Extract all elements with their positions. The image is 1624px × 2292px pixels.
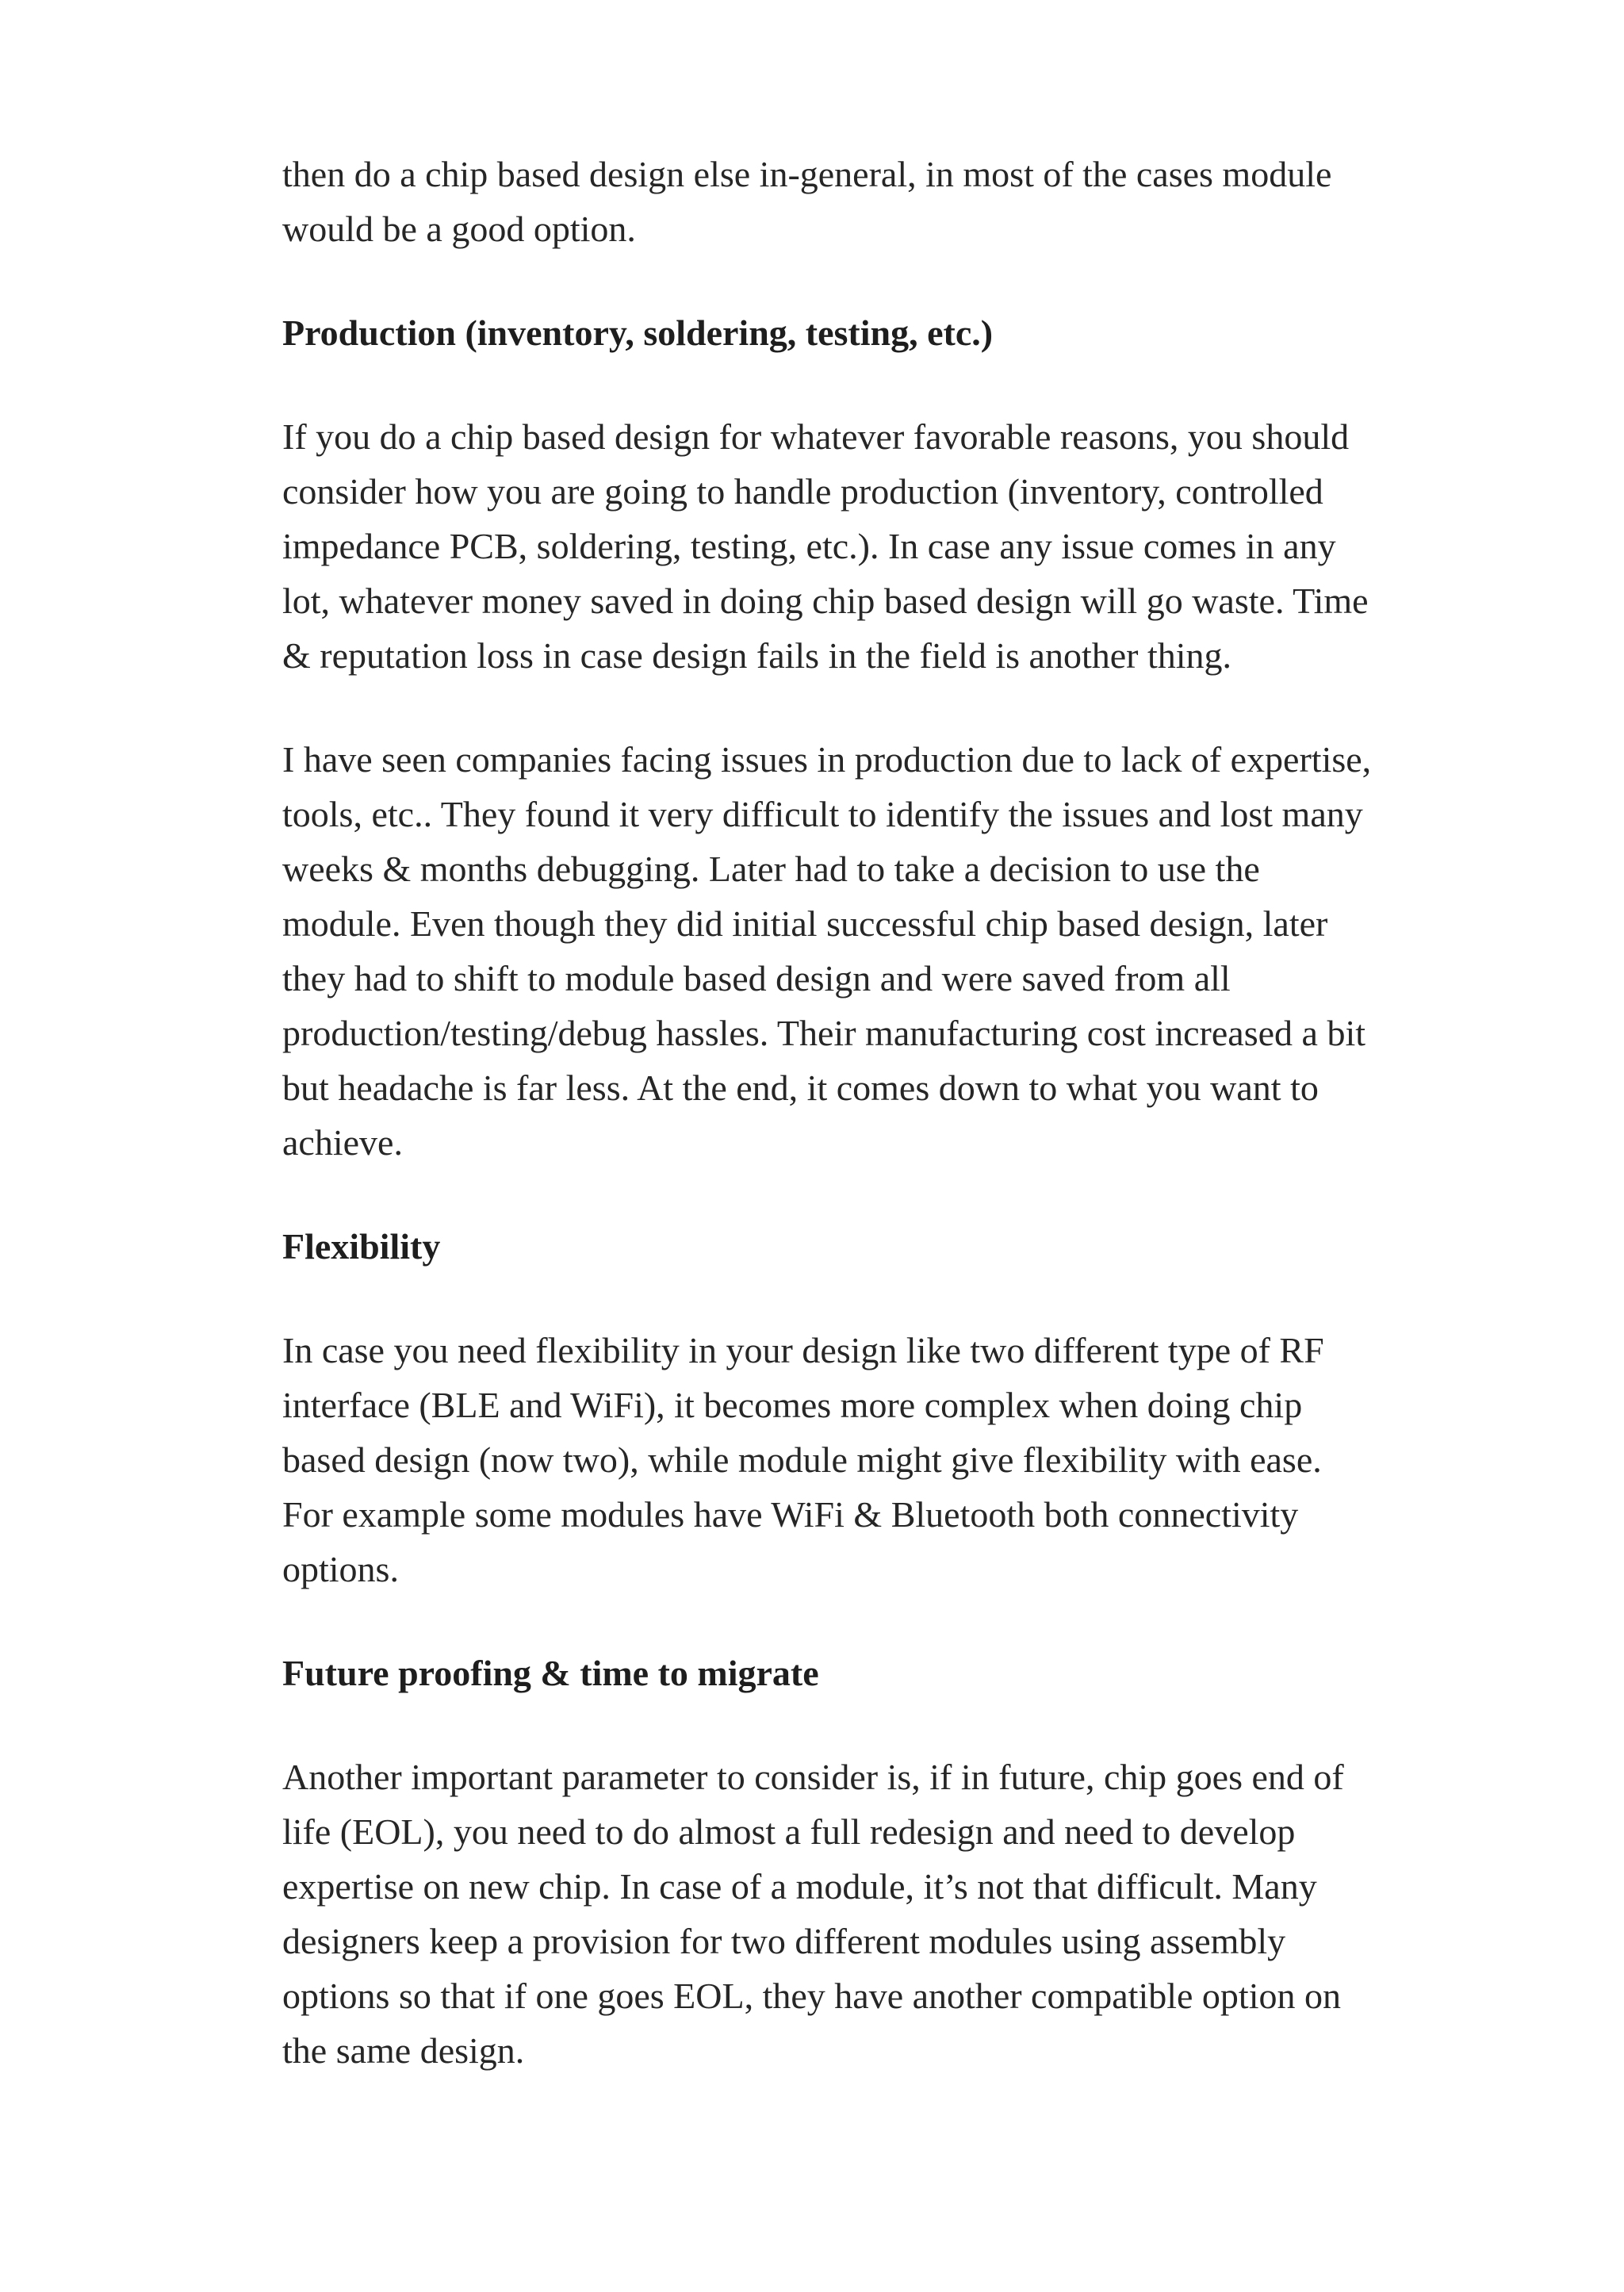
paragraph-production-experience: I have seen companies facing issues in production due to lack of expertise, tools, etc.. They found it very difficult to identify the issues and lost many weeks & months debugging. Later had to take a decision to use the module. Even though they did initial successful chip based design, later they had to shift to module based design and were saved from all production/testing/debug hassles. Their manufacturing cost increased a bit but headache is far less. At the end, it comes down to what you want to achieve. bbox=[282, 739, 1372, 1163]
heading-production: Production (inventory, soldering, testing, etc.) bbox=[282, 312, 994, 353]
heading-future-proofing: Future proofing & time to migrate bbox=[282, 1653, 819, 1693]
article-body bbox=[282, 147, 1377, 2127]
paragraph-module-option: then do a chip based design else in-general, in most of the cases module would be a good option. bbox=[282, 154, 1332, 249]
paragraph-production-considerations: If you do a chip based design for whatever favorable reasons, you should consider how you are going to handle production (inventory, controlled impedance PCB, soldering, testing, etc.). In case any issue comes in any lot, whatever money saved in doing chip based design will go waste. Time & reputation loss in case design fails in the field is another thing. bbox=[282, 416, 1369, 676]
heading-flexibility: Flexibility bbox=[282, 1226, 441, 1267]
paragraph-future-proofing: Another important parameter to consider is, if in future, chip goes end of life (EOL), you need to do almost a full redesign and need to develop expertise on new chip. In case of a module, it’s not that difficult. Many designers keep a provision for two different modules using assembly options so that if one goes EOL, they have another compatible option on the same design. bbox=[282, 1757, 1344, 2071]
paragraph-flexibility: In case you need flexibility in your design like two different type of RF interface (BLE and WiFi), it becomes more complex when doing chip based design (now two), while module might give flexibility with ease. For example some modules have WiFi & Bluetooth both connectivity options. bbox=[282, 1330, 1324, 1589]
